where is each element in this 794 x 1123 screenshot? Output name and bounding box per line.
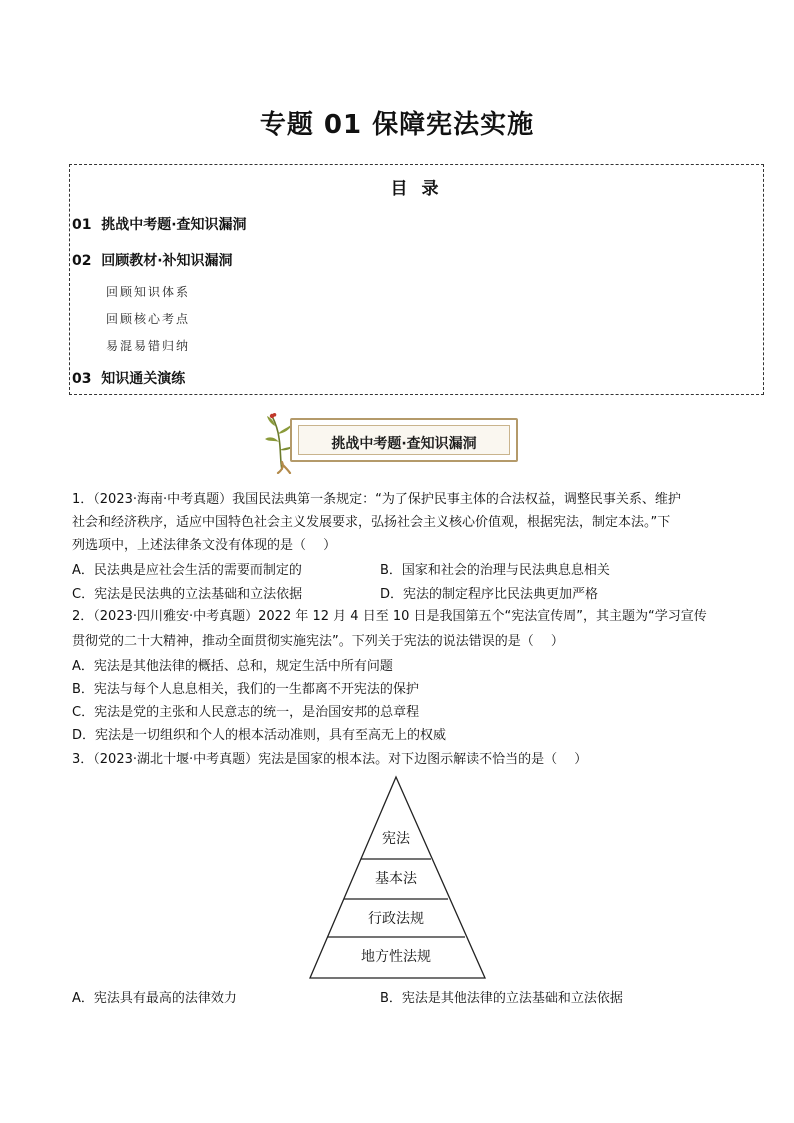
table-of-contents [69,164,764,395]
toc-item-label: 知识通关演练 [101,371,186,387]
pyramid-level-3: 行政法规 [368,911,424,927]
pyramid-level-2: 基本法 [375,871,417,887]
question-1-option-b[interactable]: B．国家和社会的治理与民法典息息相关 [380,563,610,578]
question-stem: 2022 年 12 月 4 日至 10 日是我国第五个“宪法宣传周”，其主题为“学习宣传 [258,609,707,624]
toc-item-3[interactable] [72,368,185,388]
question-3-option-a[interactable]: A．宪法具有最高的法律效力 [72,991,237,1006]
question-3-option-b[interactable]: B．宪法是其他法律的立法基础和立法依据 [380,991,623,1006]
pyramid-level-1: 宪法 [382,831,410,847]
section-banner [260,412,522,472]
question-number: 2． [72,609,94,624]
question-source: （2023·海南·中考真题） [93,492,233,507]
toc-item-number: 01 [72,217,92,233]
toc-item-1[interactable] [72,214,247,234]
law-hierarchy-pyramid [308,775,488,981]
question-1-line-3: 列选项中，上述法律条文没有体现的是（ ） [72,538,337,553]
question-1-option-a[interactable]: A．民法典是应社会生活的需要而制定的 [72,563,302,578]
banner-label: 挑战中考题·查知识漏洞 [331,436,477,452]
page-title: 专题 01 保障宪法实施 [259,110,535,140]
question-1-line-1 [72,488,681,507]
question-2-option-c[interactable]: C．宪法是党的主张和人民意志的统一，是治国安邦的总章程 [72,705,420,720]
pyramid-level-4: 地方性法规 [361,949,431,965]
toc-item-label: 回顾教材·补知识漏洞 [101,253,233,269]
question-2-option-b[interactable]: B．宪法与每个人息息相关，我们的一生都离不开宪法的保护 [72,682,419,697]
question-2-option-d[interactable]: D．宪法是一切组织和个人的根本活动准则，具有至高无上的权威 [72,728,447,743]
toc-item-number: 02 [72,253,92,269]
question-1-option-c[interactable]: C．宪法是民法典的立法基础和立法依据 [72,587,303,602]
question-source: （2023·湖北十堰·中考真题） [93,752,259,767]
question-2-line-1 [72,605,707,624]
toc-sub-item-1[interactable]: 回顾知识体系 [106,285,191,299]
question-source: （2023·四川雅安·中考真题） [93,609,259,624]
question-3-line-1 [72,748,587,767]
toc-item-label: 挑战中考题·查知识漏洞 [101,217,247,233]
toc-heading: 目 录 [390,179,443,199]
question-1-line-2: 社会和经济秩序，适应中国特色社会主义发展要求，弘扬社会主义核心价值观，根据宪法，制定本法。”下 [72,515,671,530]
question-stem: 宪法是国家的根本法。对下边图示解读不恰当的是（ ） [258,752,588,767]
question-number: 3． [72,752,94,767]
question-stem: 我国民法典第一条规定：“为了保护民事主体的合法权益，调整民事关系、维护 [232,492,681,507]
question-2-line-2: 贯彻党的二十大精神，推动全面贯彻实施宪法”。下列关于宪法的说法错误的是（ ） [72,634,564,649]
banner-frame [290,418,518,462]
question-2-option-a[interactable]: A．宪法是其他法律的概括、总和，规定生活中所有问题 [72,659,393,674]
question-1-option-d[interactable]: D．宪法的制定程序比民法典更加严格 [380,587,599,602]
toc-sub-item-2[interactable]: 回顾核心考点 [106,312,191,326]
toc-item-number: 03 [72,371,92,387]
toc-item-2[interactable] [72,250,233,270]
toc-sub-item-3[interactable]: 易混易错归纳 [106,339,191,353]
question-number: 1． [72,492,94,507]
